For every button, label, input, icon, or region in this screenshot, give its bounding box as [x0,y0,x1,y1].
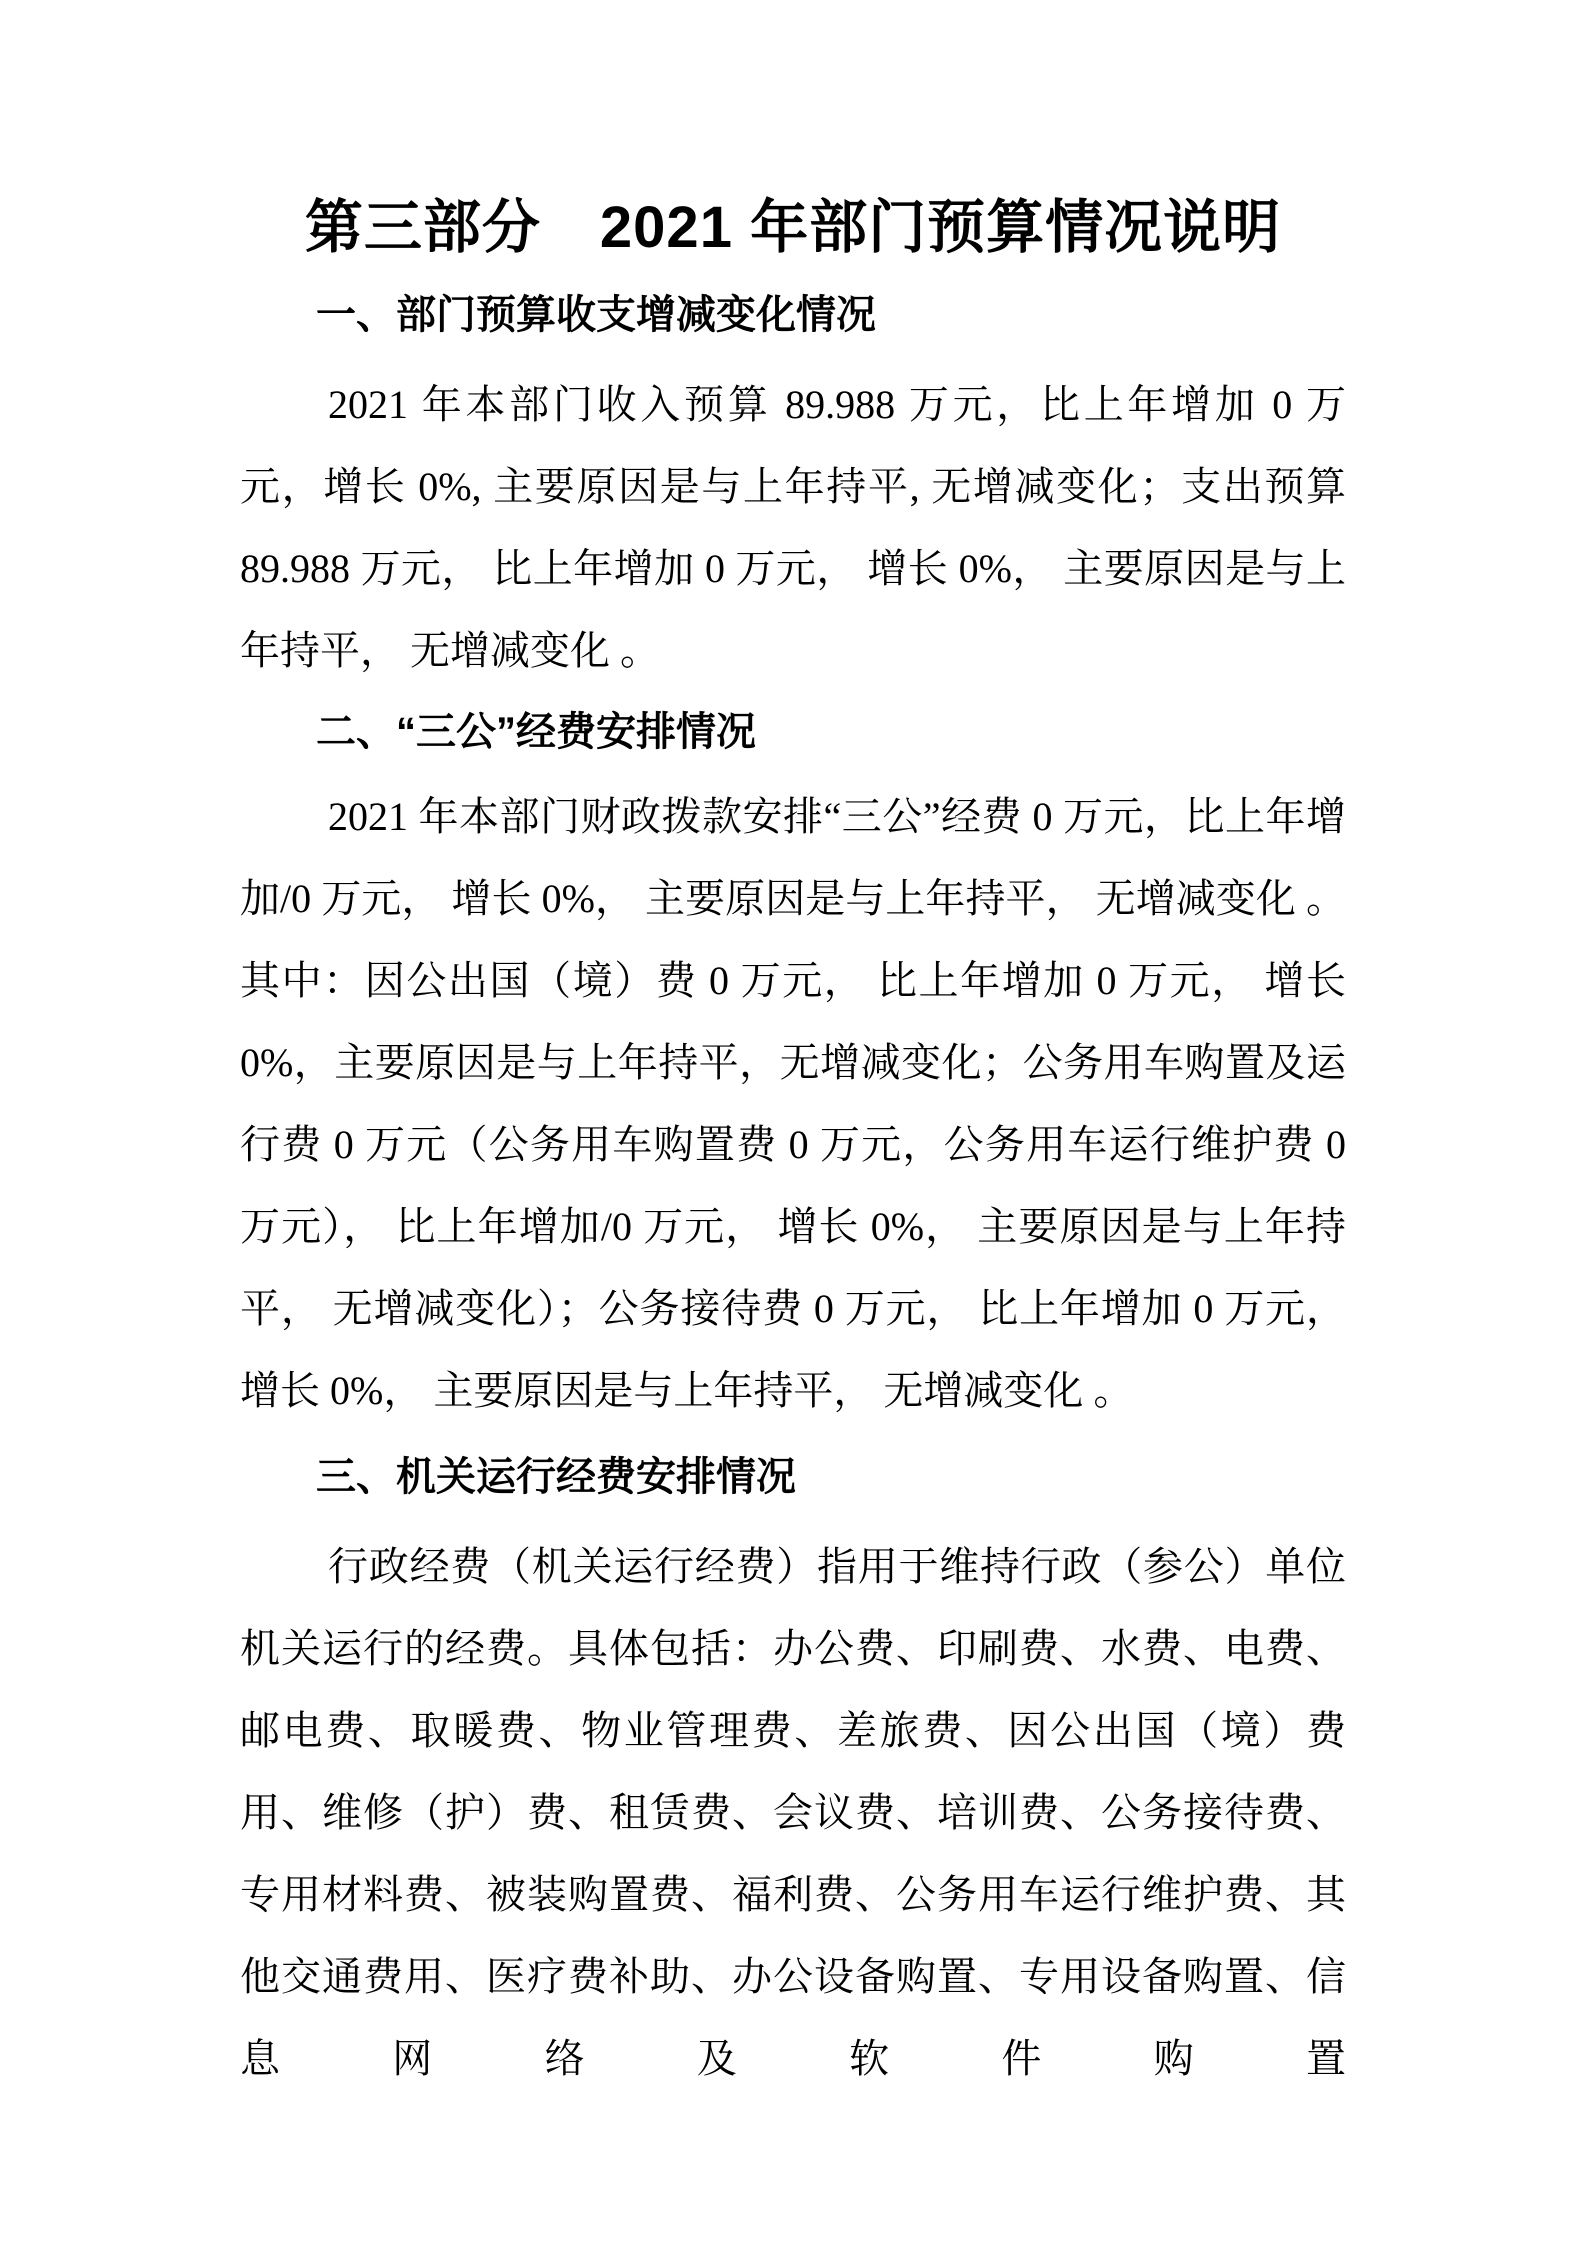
section-3-paragraph: 行政经费（机关运行经费）指用于维持行政（参公）单位机关运行的经费。具体包括：办公费、印刷费、水费、电费、邮电费、取暖费、物业管理费、差旅费、因公出国（境）费用、维修（护）费、租赁费、会议费、培训费、公务接待费、专用材料费、被装购置费、福利费、公务用车运行维护费、其他交通费用、医疗费补助、办公设备购置、专用设备购置、信息网络及软件购置 [240,1544,1346,2081]
section-3-heading: 三、机关运行经费安排情况 [316,1455,796,1499]
section-1-heading: 一、部门预算收支增减变化情况 [316,293,876,337]
section-1-paragraph: 2021 年本部门收入预算 89.988 万元，比上年增加 0 万元，增长 0%, 主要原因是与上年持平, 无增减变化；支出预算 89.988 万元， 比上年增加 0 万元， 增长 0%， 主要原因是与上年持平， 无增减变化 。 [240,382,1346,673]
section-2-paragraph: 2021 年本部门财政拨款安排“三公”经费 0 万元，比上年增加/0 万元， 增长 0%， 主要原因是与上年持平， 无增减变化 。其中：因公出国（境）费 0 万元， 比上年增加 0 万元， 增长 0%，主要原因是与上年持平，无增减变化；公务用车购置及运行费 0 万元（公务用车购置费 0 万元，公务用车运行维护费 0 万元）， 比上年增加/0 万元， 增长 0%， 主要原因是与上年持平， 无增减变化）；公务接待费 0 万元， 比上年增加 0 万元， 增长 0%， 主要原因是与上年持平， 无增减变化 。 [240,794,1346,1413]
document-title: 第三部分 2021 年部门预算情况说明 [304,195,1282,260]
section-2-heading: 二、“三公”经费安排情况 [316,710,756,754]
